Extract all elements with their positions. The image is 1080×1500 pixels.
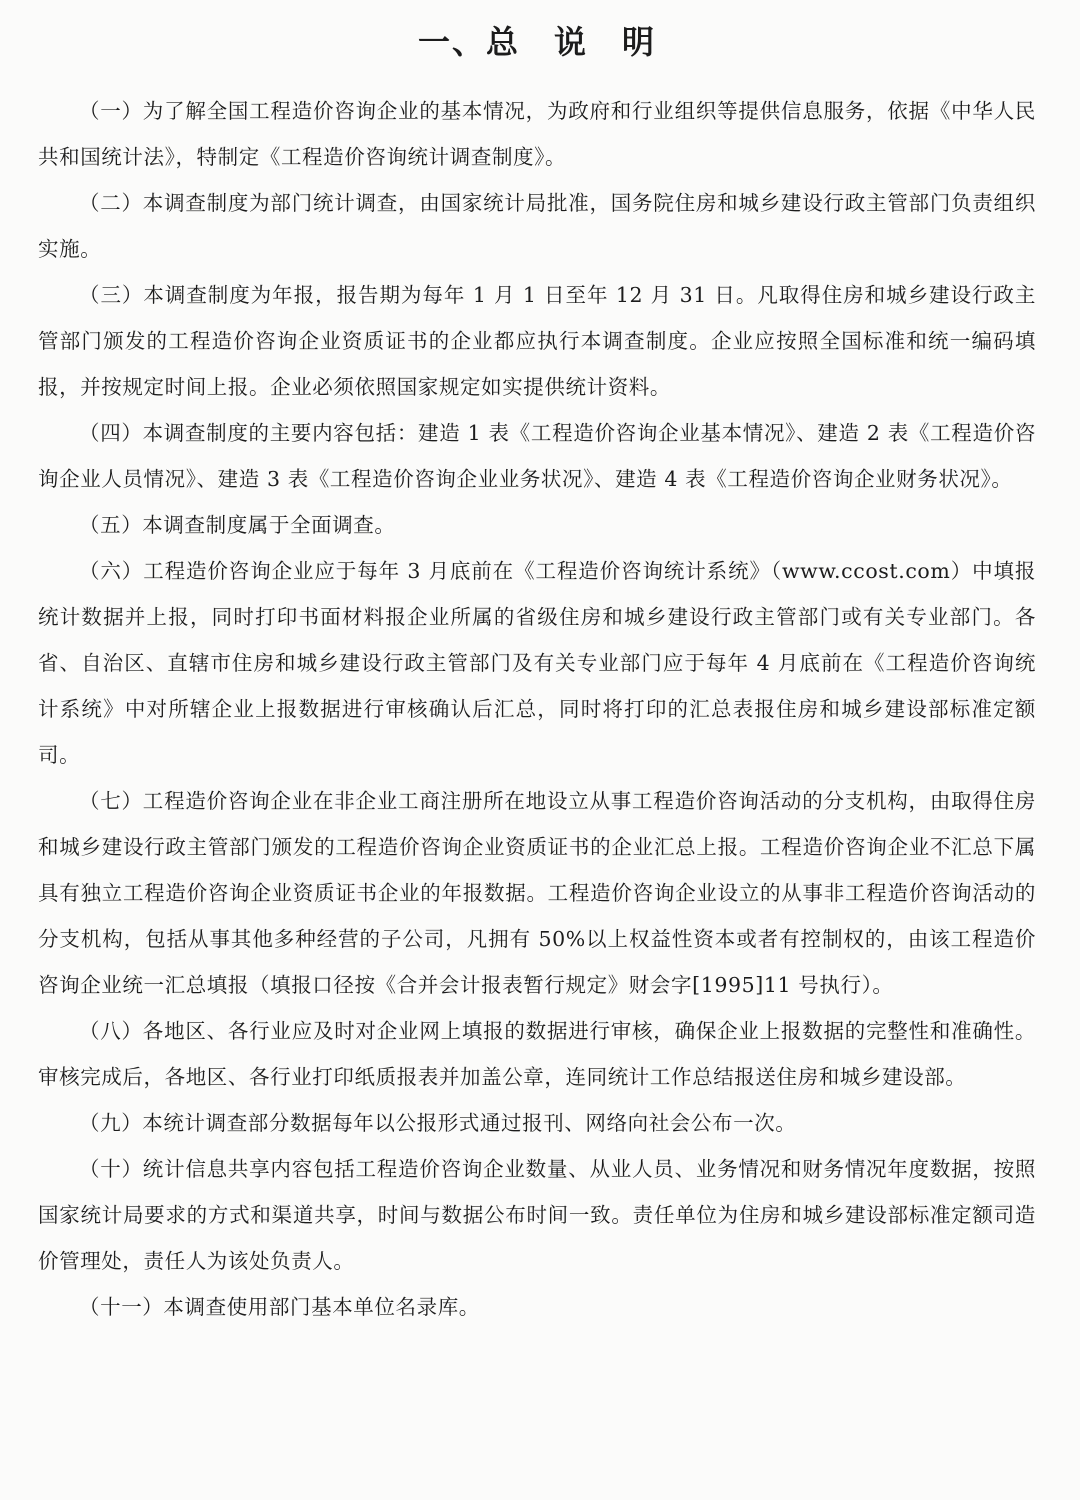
document-body <box>38 88 1036 1330</box>
paragraph-4: （四）本调查制度的主要内容包括：建造 1 表《工程造价咨询企业基本情况》、建造 2 表《工程造价咨询企业人员情况》、建造 3 表《工程造价咨询企业业务状况》、建造 4 表《工程造价咨询企业财务状况》。 <box>38 421 1036 491</box>
paragraph-3: （三）本调查制度为年报，报告期为每年 1 月 1 日至年 12 月 31 日。凡取得住房和城乡建设行政主管部门颁发的工程造价咨询企业资质证书的企业都应执行本调查制度。企业应按照全国标准和统一编码填报，并按规定时间上报。企业必须依照国家规定如实提供统计资料。 <box>38 283 1036 399</box>
paragraph-2: （二）本调查制度为部门统计调查，由国家统计局批准，国务院住房和城乡建设行政主管部门负责组织实施。 <box>38 191 1036 261</box>
page-title: 一、总 说 明 <box>417 23 656 61</box>
paragraph-11: （十一）本调查使用部门基本单位名录库。 <box>79 1295 480 1319</box>
paragraph-8: （八）各地区、各行业应及时对企业网上填报的数据进行审核，确保企业上报数据的完整性和准确性。审核完成后，各地区、各行业打印纸质报表并加盖公章，连同统计工作总结报送住房和城乡建设部。 <box>38 1019 1036 1089</box>
paragraph-10: （十）统计信息共享内容包括工程造价咨询企业数量、从业人员、业务情况和财务情况年度数据，按照国家统计局要求的方式和渠道共享，时间与数据公布时间一致。责任单位为住房和城乡建设部标准定额司造价管理处，责任人为该处负责人。 <box>38 1157 1036 1273</box>
paragraph-5: （五）本调查制度属于全面调查。 <box>79 513 396 537</box>
paragraph-9: （九）本统计调查部分数据每年以公报形式通过报刊、网络向社会公布一次。 <box>79 1111 797 1135</box>
paragraph-1: （一）为了解全国工程造价咨询企业的基本情况，为政府和行业组织等提供信息服务，依据《中华人民共和国统计法》，特制定《工程造价咨询统计调查制度》。 <box>38 99 1036 169</box>
paragraph-7: （七）工程造价咨询企业在非企业工商注册所在地设立从事工程造价咨询活动的分支机构，由取得住房和城乡建设行政主管部门颁发的工程造价咨询企业资质证书的企业汇总上报。工程造价咨询企业不汇总下属具有独立工程造价咨询企业资质证书企业的年报数据。工程造价咨询企业设立的从事非工程造价咨询活动的分支机构，包括从事其他多种经营的子公司，凡拥有 50%以上权益性资本或者有控制权的，由该工程造价咨询企业统一汇总填报（填报口径按《合并会计报表暂行规定》财会字[1995]11 号执行）。 <box>38 789 1036 997</box>
paragraph-6: （六）工程造价咨询企业应于每年 3 月底前在《工程造价咨询统计系统》（www.ccost.com）中填报统计数据并上报，同时打印书面材料报企业所属的省级住房和城乡建设行政主管部门或有关专业部门。各省、自治区、直辖市住房和城乡建设行政主管部门及有关专业部门应于每年 4 月底前在《工程造价咨询统计系统》中对所辖企业上报数据进行审核确认后汇总，同时将打印的汇总表报住房和城乡建设部标准定额司。 <box>38 559 1036 767</box>
